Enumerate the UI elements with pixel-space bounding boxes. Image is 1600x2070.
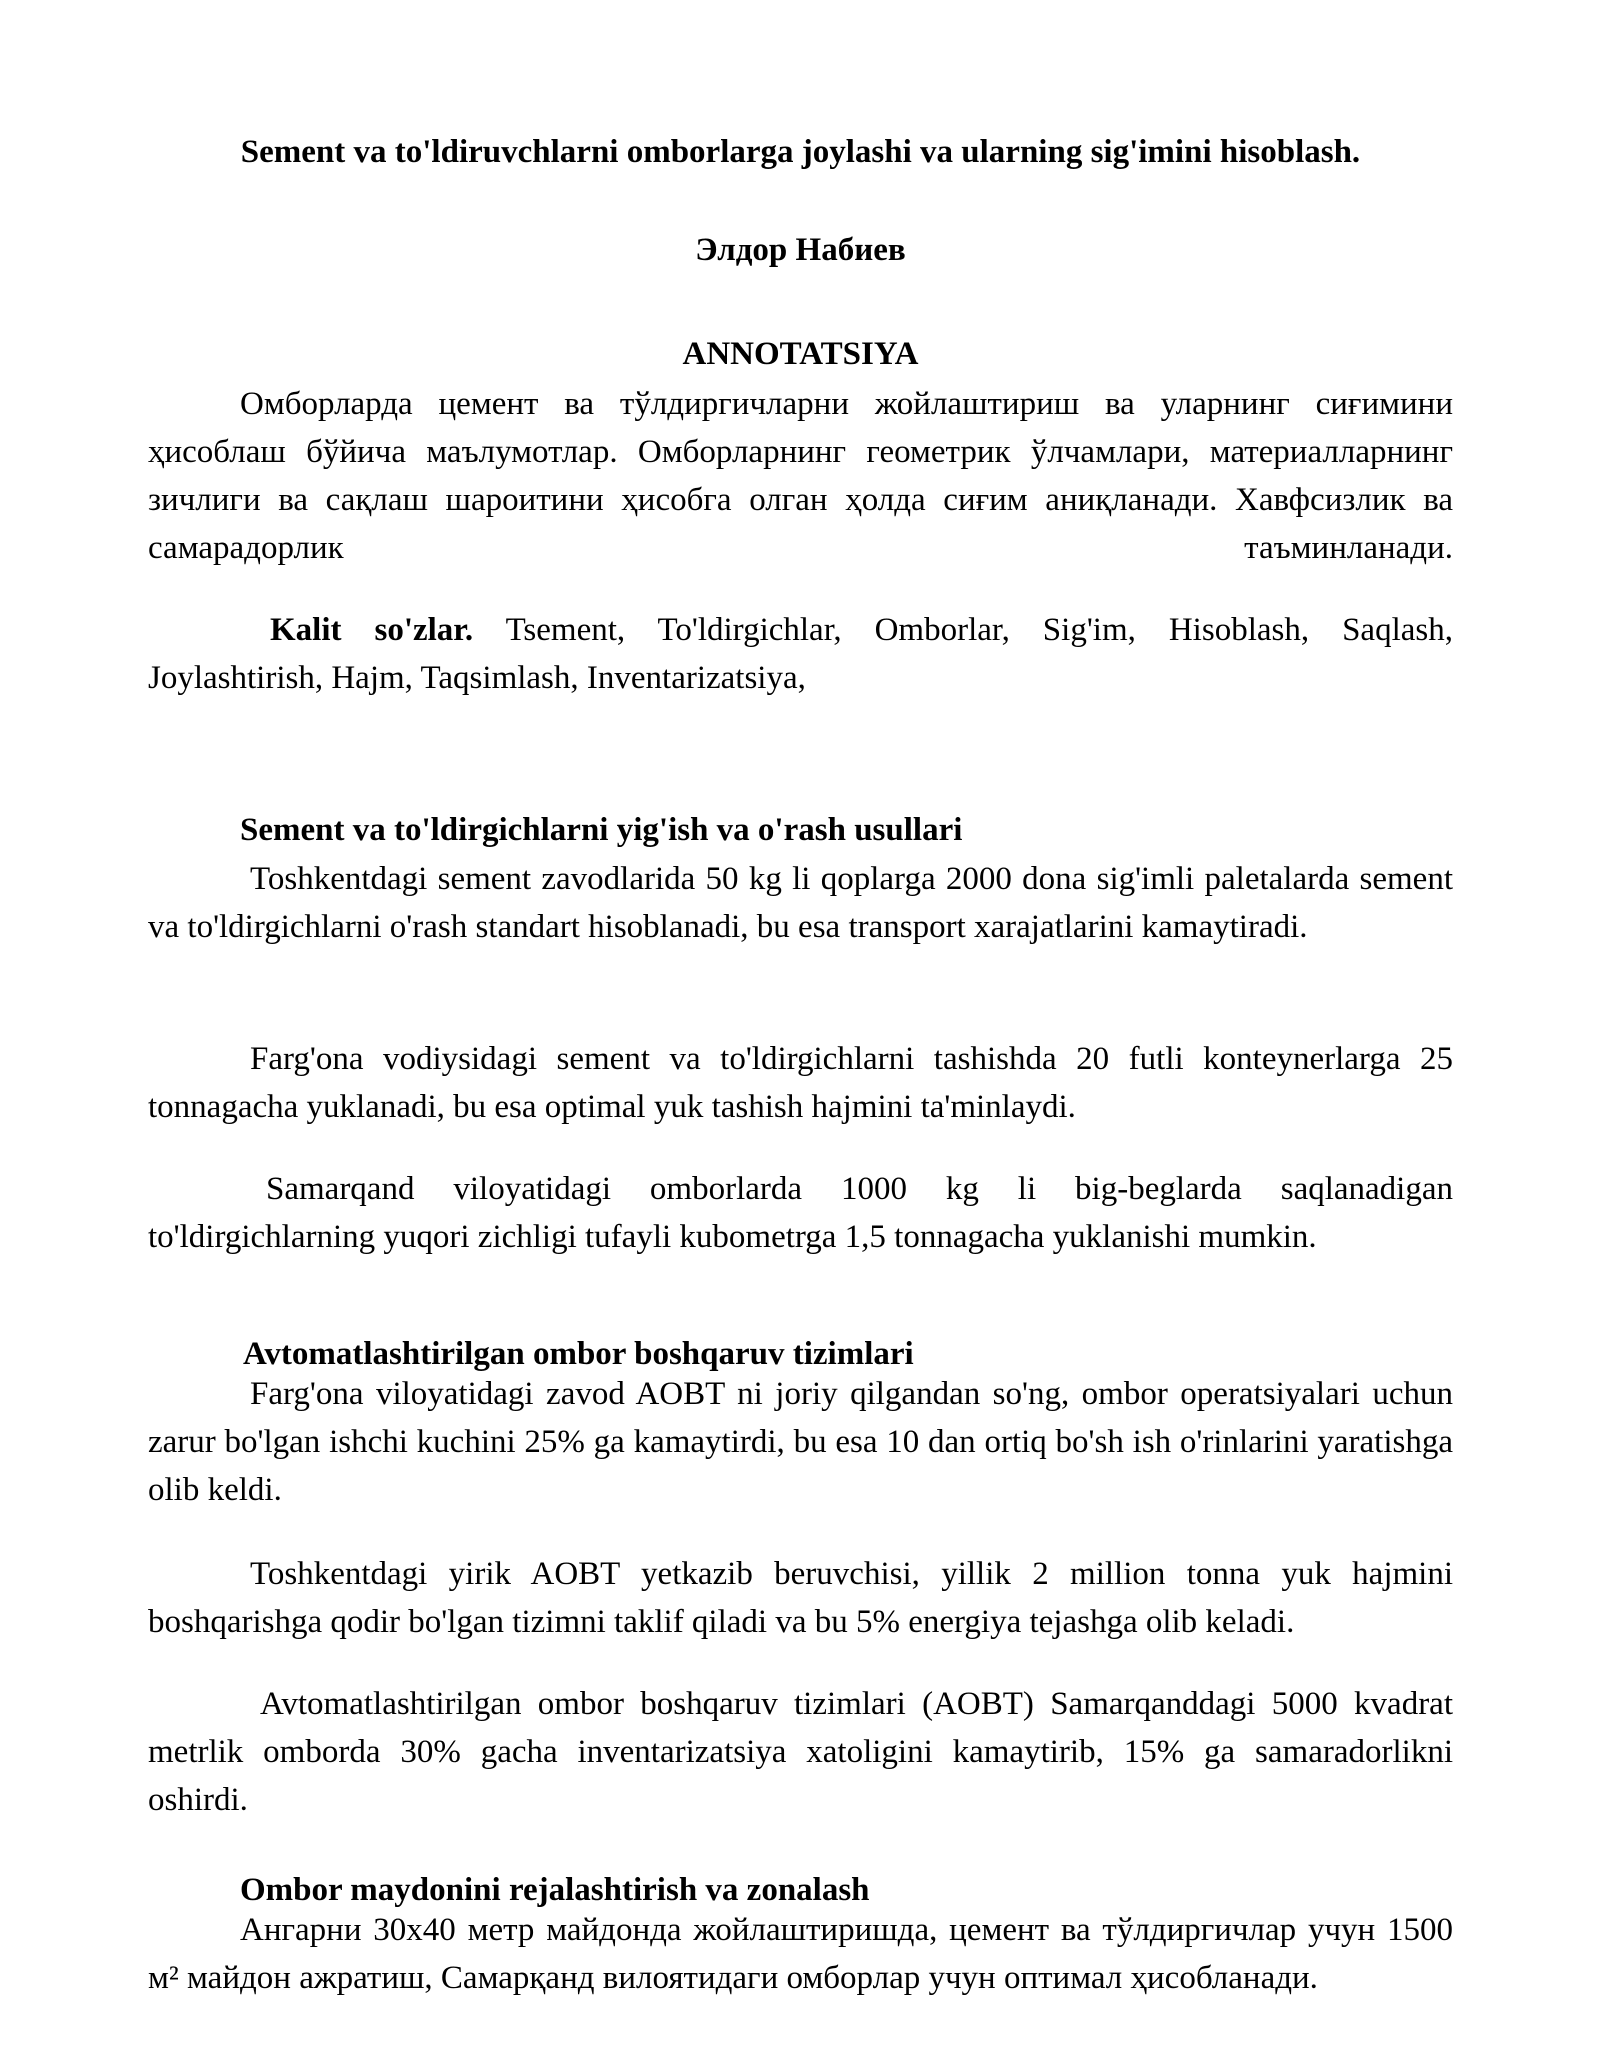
annotation-text: Омборларда цемент ва тўлдиргичларни жойлаштириш ва уларнинг сиғимини ҳисоблаш бўйича маълумотлар. Омборларнинг геометрик ўлчамлари, материалларнинг зичлиги ва сақлаш шароитини ҳисобга олган ҳолда сиғим аниқланади. Хавфсизлик ва самарадорлик таъминланади. [148,386,1453,566]
document-title: Sement va to'ldiruvchlarni omborlarga joylashi va ularning sig'imini hisoblash. [240,134,1361,170]
section-heading: Sement va to'ldirgichlarni yig'ish va o'rash usullari [240,812,963,848]
paragraph: Farg'ona viloyatidagi zavod AOBT ni joriy qilgandan so'ng, ombor operatsiyalari uchun zarur bo'lgan ishchi kuchini 25% ga kamaytirdi, bu esa 10 dan ortiq bo'sh ish o'rinlarini yaratishga olib keldi. [148,1376,1453,1508]
section-heading: Avtomatlashtirilgan ombor boshqaruv tizimlari [243,1336,914,1372]
section-heading: Ombor maydonini rejalashtirish va zonalash [240,1872,870,1908]
annotation-paragraph [148,380,1453,572]
paragraph: Samarqand viloyatidagi omborlarda 1000 kg li big-beglarda saqlanadigan to'ldirgichlarning yuqori zichligi tufayli kubometrga 1,5 tonnagacha yuklanishi mumkin. [148,1171,1453,1255]
paragraph: Toshkentdagi yirik AOBT yetkazib beruvchisi, yillik 2 million tonna yuk hajmini boshqarishga qodir bo'lgan tizimni taklif qiladi va bu 5% energiya tejashga olib keladi. [148,1556,1453,1640]
keywords-paragraph [148,606,1453,702]
annotation-heading: ANNOTATSIYA [682,336,919,372]
keywords-label: Kalit so'zlar. [270,612,474,648]
keywords-text: Tsement, To'ldirgichlar, Omborlar, Sig'im, Hisoblash, Saqlash, Joylashtirish, Hajm, Taqsimlash, Inventarizatsiya, [148,612,1453,696]
paragraph: Ангарни 30x40 метр майдонда жойлаштиришда, цемент ва тўлдиргичлар учун 1500 м² майдон ажратиш, Самарқанд вилоятидаги омборлар учун оптимал ҳисобланади. [148,1912,1453,1996]
paragraph: Toshkentdagi sement zavodlarida 50 kg li qoplarga 2000 dona sig'imli paletalarda sement va to'ldirgichlarni o'rash standart hisoblanadi, bu esa transport xarajatlarini kamaytiradi. [148,861,1453,945]
paragraph: Avtomatlashtirilgan ombor boshqaruv tizimlari (AOBT) Samarqanddagi 5000 kvadrat metrlik omborda 30% gacha inventarizatsiya xatoligini kamaytirib, 15% ga samaradorlikni oshirdi. [148,1686,1453,1818]
paragraph: Farg'ona vodiysidagi sement va to'ldirgichlarni tashishda 20 futli konteynerlarga 25 tonnagacha yuklanadi, bu esa optimal yuk tashish hajmini ta'minlaydi. [148,1041,1453,1125]
author-name: Элдор Набиев [695,232,906,268]
